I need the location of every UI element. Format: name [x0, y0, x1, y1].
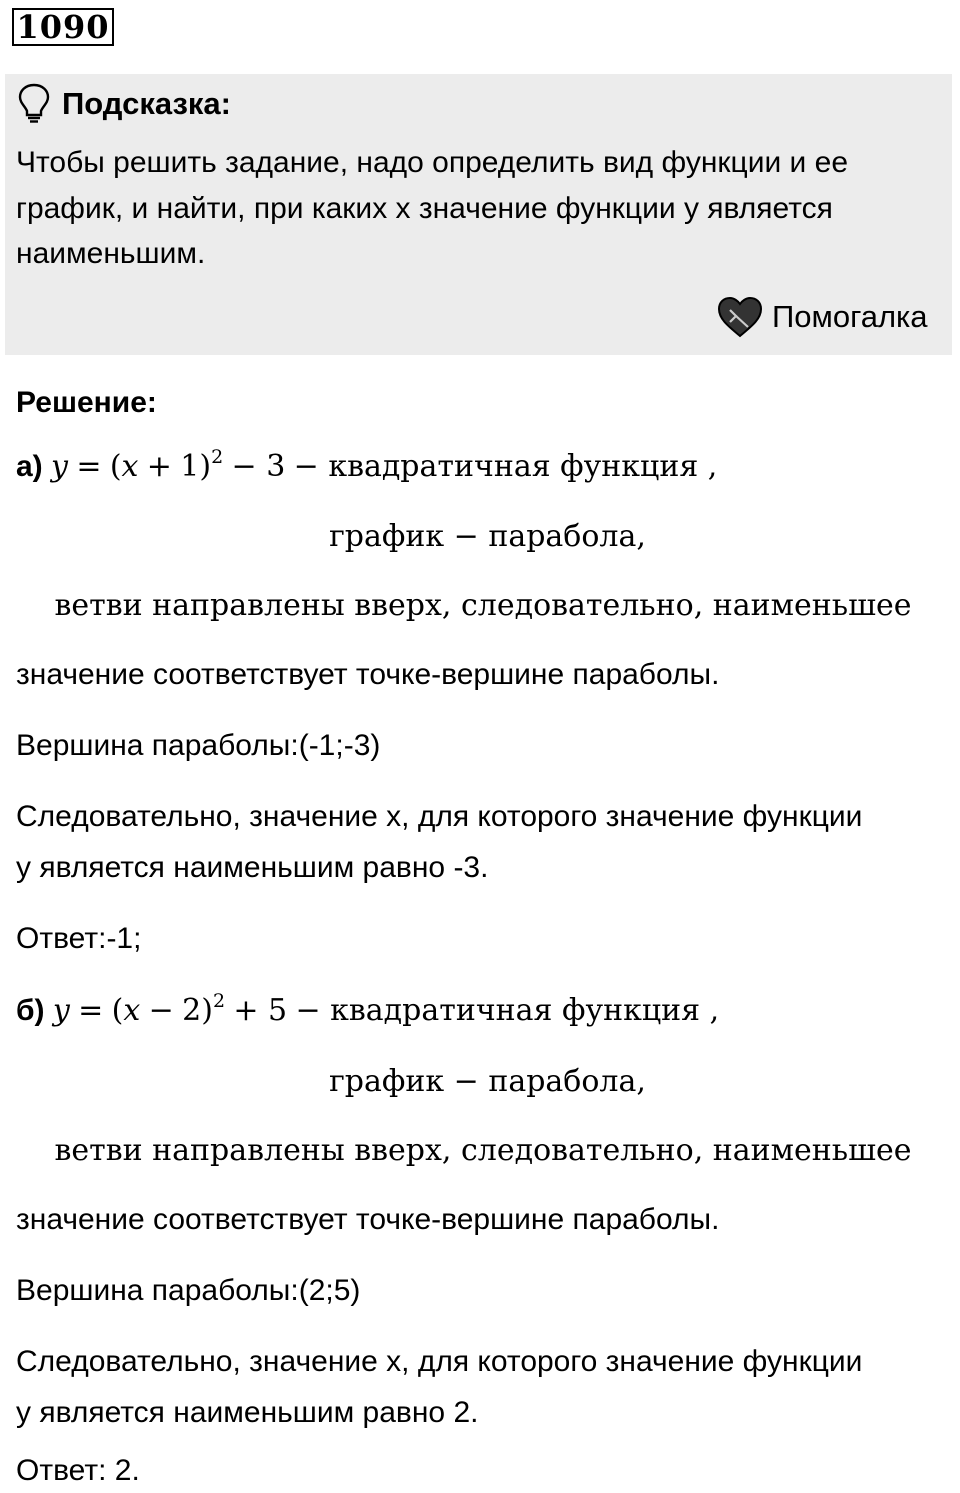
- formula-equals: =: [78, 993, 104, 1028]
- part-b-formula-line: [16, 991, 719, 1031]
- formula-tail: − 3: [231, 449, 286, 484]
- part-b-conclusion-2: y является наименьшим равно 2.: [16, 1396, 479, 1429]
- formula-x: x: [123, 993, 141, 1028]
- formula-paren-close: ): [199, 449, 212, 484]
- formula-y: y: [52, 993, 70, 1028]
- exercise-number: 1090: [12, 8, 114, 46]
- part-b-graph-line: график − парабола,: [329, 1064, 646, 1099]
- part-a-branches-line: ветви направлены вверх, следовательно, наименьшее: [54, 588, 912, 623]
- part-b-value-line: значение соответствует точке-вершине параболы.: [16, 1203, 720, 1236]
- part-b-branches-line: ветви направлены вверх, следовательно, наименьшее: [54, 1133, 912, 1168]
- formula-operator: +: [146, 449, 172, 484]
- brand-label: Помогалка: [772, 299, 928, 334]
- formula-paren-close: ): [201, 993, 213, 1028]
- formula-y: y: [51, 449, 68, 484]
- formula-tail: + 5: [233, 993, 288, 1028]
- formula-operator: −: [148, 993, 174, 1028]
- part-a-value-line: значение соответствует точке-вершине параболы.: [16, 658, 720, 691]
- hint-title: Подсказка:: [62, 86, 231, 121]
- formula-constant: 2: [182, 993, 202, 1028]
- part-b-conclusion-1: Следовательно, значение x, для которого значение функции: [16, 1345, 863, 1378]
- formula-exponent: 2: [212, 990, 226, 1012]
- formula-description: − квадратичная функция ,: [295, 993, 720, 1028]
- part-b-answer: Ответ: 2.: [16, 1454, 140, 1487]
- formula-exponent: 2: [211, 446, 224, 468]
- part-a-answer: Ответ:-1;: [16, 922, 142, 955]
- part-a-conclusion-1: Следовательно, значение x, для которого значение функции: [16, 800, 863, 833]
- lightbulb-icon: [16, 82, 52, 124]
- formula-equals: =: [76, 449, 102, 484]
- part-b-label: б): [16, 994, 45, 1027]
- part-a-label: а): [16, 450, 43, 483]
- formula-paren-open: (: [111, 993, 124, 1028]
- heart-icon: [716, 296, 764, 338]
- formula-constant: 1: [180, 449, 200, 484]
- formula-paren-open: (: [109, 449, 122, 484]
- solution-title: Решение:: [16, 386, 157, 419]
- part-b-vertex: Вершина параболы:(2;5): [16, 1274, 361, 1307]
- part-a-formula-line: [16, 447, 717, 487]
- part-a-conclusion-2: y является наименьшим равно -3.: [16, 851, 489, 884]
- formula-x: x: [121, 449, 139, 484]
- part-a-vertex: Вершина параболы:(-1;-3): [16, 729, 381, 762]
- part-a-graph-line: график − парабола,: [329, 519, 646, 554]
- hint-text: Чтобы решить задание, надо определить вид функции и ее график, и найти, при каких x значение функции y является наименьшим.: [16, 146, 849, 270]
- formula-description: − квадратичная функция ,: [293, 449, 718, 484]
